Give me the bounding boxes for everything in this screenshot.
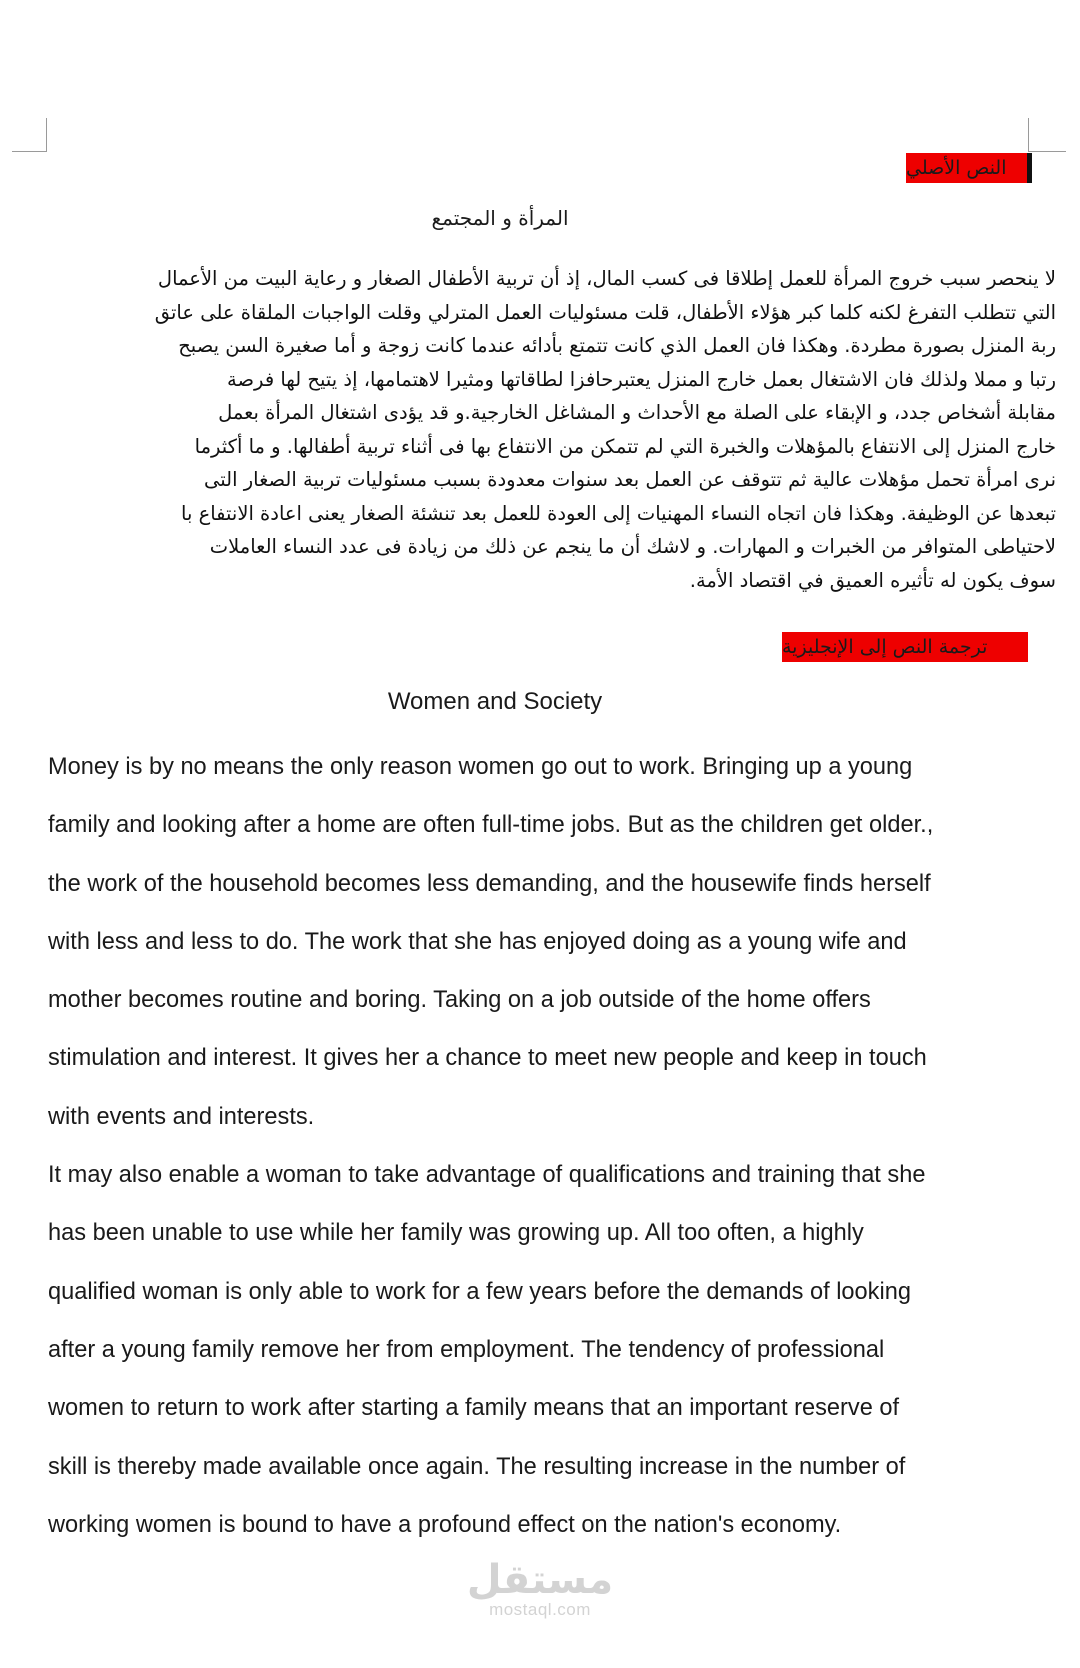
original-text-label <box>906 153 1032 183</box>
english-line: working women is bound to have a profound effect on the nation's economy. <box>48 1511 842 1538</box>
arabic-line: التي تتطلب التفرغ لكنه كلما كبر هؤلاء الأطفال، قلت مسئوليات العمل المترلي وقلت الواجبات الملقاة على عاتق <box>154 300 1056 324</box>
english-line: stimulation and interest. It gives her a chance to meet new people and keep in touch <box>48 1045 927 1072</box>
arabic-line: لاحتياطى المتوافر من الخبرات و المهارات. و لاشك أن ما ينجم عن ذلك من زيادة فى عدد النساء العاملات <box>209 535 1056 558</box>
crop-mark-top-right-horizontal <box>1028 151 1066 152</box>
english-line: the work of the household becomes less demanding, and the housewife finds herself <box>48 870 931 897</box>
english-line: It may also enable a woman to take advantage of qualifications and training that she <box>48 1162 926 1189</box>
translation-label <box>782 632 1028 662</box>
crop-mark-top-left <box>46 118 47 152</box>
mostaql-logo: مستقل <box>466 1557 614 1603</box>
mostaql-watermark <box>440 1557 640 1620</box>
english-line: family and looking after a home are often full-time jobs. But as the children get older., <box>48 812 934 839</box>
english-line: has been unable to use while her family was growing up. All too often, a highly <box>48 1220 864 1247</box>
arabic-line: خارج المنزل إلى الانتفاع بالمؤهلات والخبرة التي لم تتمكن من الانتفاع بها فى أثناء تربية أطفالها. و ما أكثرما <box>194 434 1056 458</box>
crop-mark-top-right <box>1028 118 1029 152</box>
english-line: Money is by no means the only reason women go out to work. Bringing up a young <box>48 754 913 780</box>
english-line: mother becomes routine and boring. Taking on a job outside of the home offers <box>48 987 871 1014</box>
arabic-line: تبعدها عن الوظيفة. وهكذا فان اتجاه النساء المهنيات إلى العودة للعمل بعد تنشئة الصغار يعنى اعادة الانتفاع با <box>181 501 1056 525</box>
arabic-paragraph <box>50 262 1056 597</box>
original-text-label-text: النص الأصلي <box>906 156 1007 179</box>
arabic-line: نرى امرأة تحمل مؤهلات عالية ثم تتوقف عن العمل بعد سنوات معدودة بسبب مسئوليات تربية الصغار التى <box>204 468 1056 491</box>
arabic-line: سوف يكون له تأثيره العميق في اقتصاد الأمة. <box>689 568 1056 592</box>
crop-mark-top-left-horizontal <box>12 151 47 152</box>
translation-label-text: ترجمة النص إلى الإنجليزية <box>782 635 988 658</box>
english-line: with events and interests. <box>48 1103 315 1130</box>
english-line: after a young family remove her from employment. The tendency of professional <box>48 1336 885 1363</box>
english-paragraphs <box>48 738 1058 1554</box>
english-title: Women and Society <box>387 688 603 715</box>
english-line: women to return to work after starting a family means that an important reserve of <box>48 1395 900 1422</box>
arabic-line: رتبا و مملا ولذلك فان الاشتغال بعمل خارج المنزل يعتبرحافزا لطاقاتها ومثيرا لاهتمامها، إذ يتيح لها فرصة <box>227 367 1056 391</box>
english-line: with less and less to do. The work that she has enjoyed doing as a young wife and <box>48 928 907 955</box>
arabic-line: لا ينحصر سبب خروج المرأة للعمل إطلاقا فى كسب المال، إذ أن تربية الأطفال الصغار و رعاية البيت من الأعمال <box>157 267 1056 290</box>
arabic-line: ربة المنزل بصورة مطردة. وهكذا فان العمل الذي كانت تتمتع بأدائه عندما كانت زوجة و أما صغيرة السن يصبح <box>178 334 1056 357</box>
arabic-title: المرأة و المجتمع <box>431 206 569 230</box>
english-line: qualified woman is only able to work for a few years before the demands of looking <box>48 1278 911 1305</box>
arabic-line: مقابلة أشخاص جدد، و الإبقاء على الصلة مع الأحداث و المشاغل الخارجية.و قد يؤدى اشتغال المرأة بعمل <box>218 401 1056 424</box>
english-line: skill is thereby made available once again. The resulting increase in the number of <box>48 1453 906 1480</box>
mostaql-url: mostaql.com <box>489 1600 591 1619</box>
